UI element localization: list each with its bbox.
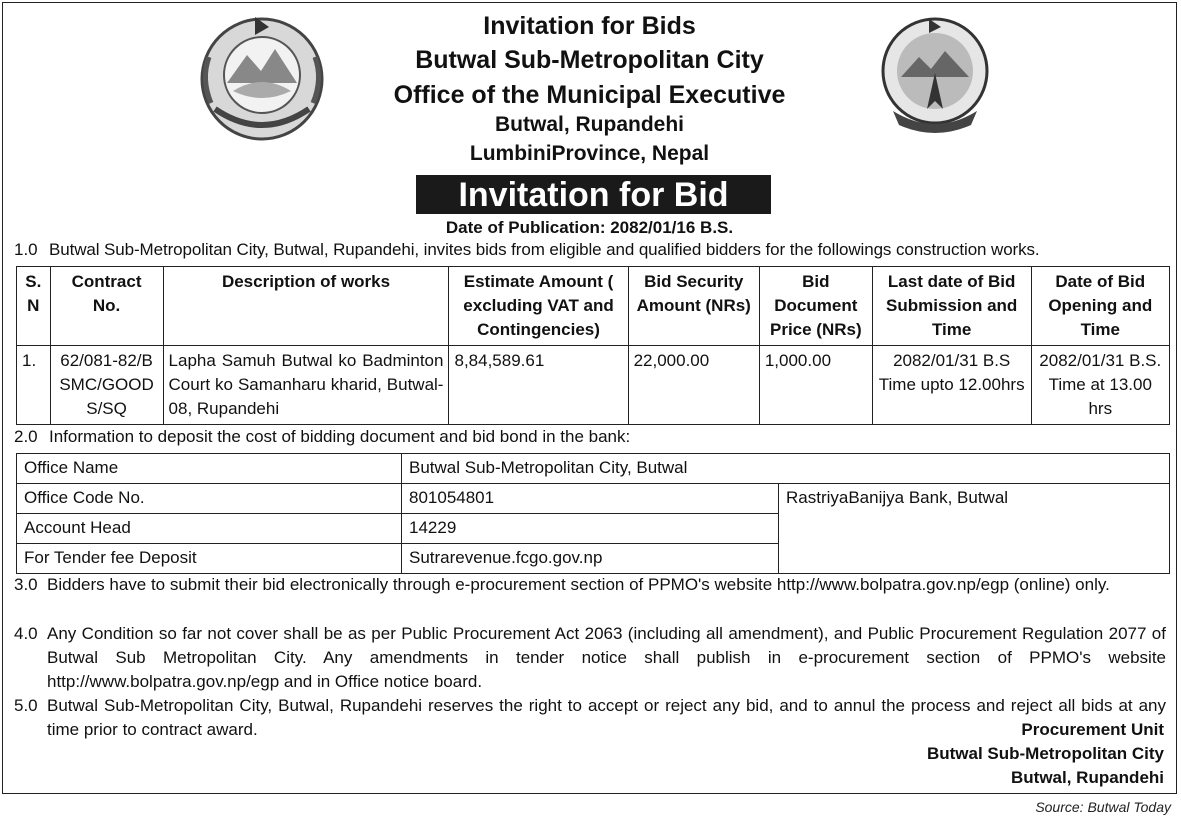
section-1-number: 1.0 <box>14 240 38 259</box>
cell-description: Lapha Samuh Butwal ko Badminton Court ko Samanharu kharid, Butwal-08, Rupandehi <box>163 346 449 425</box>
account-head-label: Account Head <box>17 514 402 544</box>
tender-fee-value: Sutrarevenue.fcgo.gov.np <box>402 544 779 574</box>
cell-doc-price: 1,000.00 <box>759 346 872 425</box>
col-sn: S. N <box>17 267 51 346</box>
col-doc-price: Bid Document Price (NRs) <box>759 267 872 346</box>
office-code-value: 801054801 <box>402 484 779 514</box>
section-3-number: 3.0 <box>14 575 38 594</box>
signature-city: Butwal Sub-Metropolitan City <box>926 744 1164 763</box>
cell-opening: 2082/01/31 B.S. Time at 13.00 hrs <box>1031 346 1169 425</box>
heading-province: LumbiniProvince, Nepal <box>469 142 710 165</box>
section-5-number: 5.0 <box>14 696 38 715</box>
signature-location: Butwal, Rupandehi <box>1011 768 1164 787</box>
banner-invitation-for-bid: Invitation for Bid <box>416 175 771 214</box>
bank-table <box>16 453 1170 574</box>
office-name-label: Office Name <box>17 454 402 484</box>
section-3-text: Bidders have to submit their bid electronically through e-procurement section of PPMO's website http://www.bolpatra.gov.np/egp (online) only. <box>47 575 1110 594</box>
cell-bid-security: 22,000.00 <box>628 346 759 425</box>
col-description: Description of works <box>163 267 449 346</box>
col-contract-no: Contract No. <box>50 267 163 346</box>
cell-last-date: 2082/01/31 B.S Time upto 12.00hrs <box>872 346 1031 425</box>
heading-invitation-for-bids: Invitation for Bids <box>483 12 696 40</box>
office-code-label: Office Code No. <box>17 484 402 514</box>
heading-city-name: Butwal Sub-Metropolitan City <box>415 46 764 74</box>
cell-contract-no: 62/081-82/BSMC/GOODS/SQ <box>50 346 163 425</box>
section-2-number: 2.0 <box>14 427 38 446</box>
section-2-text: Information to deposit the cost of bidding document and bid bond in the bank: <box>49 427 631 446</box>
cell-sn: 1. <box>17 346 51 425</box>
col-estimate: Estimate Amount ( excluding VAT and Contingencies) <box>449 267 628 346</box>
tender-fee-label: For Tender fee Deposit <box>17 544 402 574</box>
signature-unit: Procurement Unit <box>1021 720 1164 739</box>
section-5-text: Butwal Sub-Metropolitan City, Butwal, Rupandehi reserves the right to accept or reject any bid, and to annul the process and reject all bids at any time prior to contract award. <box>47 696 1166 739</box>
heading-office-name: Office of the Municipal Executive <box>393 81 786 109</box>
bid-table-header-row <box>17 267 1170 346</box>
publication-date: Date of Publication: 2082/01/16 B.S. <box>445 218 734 237</box>
cell-estimate: 8,84,589.61 <box>449 346 628 425</box>
table-row <box>17 346 1170 425</box>
bank-row-office-name <box>17 454 1170 484</box>
bid-notice <box>2 2 1177 794</box>
col-last-date: Last date of Bid Submission and Time <box>872 267 1031 346</box>
bid-table <box>16 266 1170 425</box>
account-head-value: 14229 <box>402 514 779 544</box>
office-name-value: Butwal Sub-Metropolitan City, Butwal <box>402 454 1170 484</box>
bank-name: RastriyaBanijya Bank, Butwal <box>779 484 1170 574</box>
section-4-number: 4.0 <box>14 624 38 643</box>
col-bid-security: Bid Security Amount (NRs) <box>628 267 759 346</box>
section-4-text: Any Condition so far not cover shall be as per Public Procurement Act 2063 (including all amendment), and Public Procurement Regulation 2077 of Butwal Sub Metropolitan City. Any amendments in tender notice shall publish in e-procurement section of PPMO's website http://www.bolpatra.gov.np/egp and in Office notice board. <box>47 624 1166 691</box>
source-credit: Source: Butwal Today <box>1035 799 1171 815</box>
bank-row-office-code <box>17 484 1170 514</box>
col-opening: Date of Bid Opening and Time <box>1031 267 1169 346</box>
heading-location: Butwal, Rupandehi <box>495 113 684 136</box>
section-1-text: Butwal Sub-Metropolitan City, Butwal, Rupandehi, invites bids from eligible and qualified bidders for the followings construction works. <box>49 240 1040 259</box>
